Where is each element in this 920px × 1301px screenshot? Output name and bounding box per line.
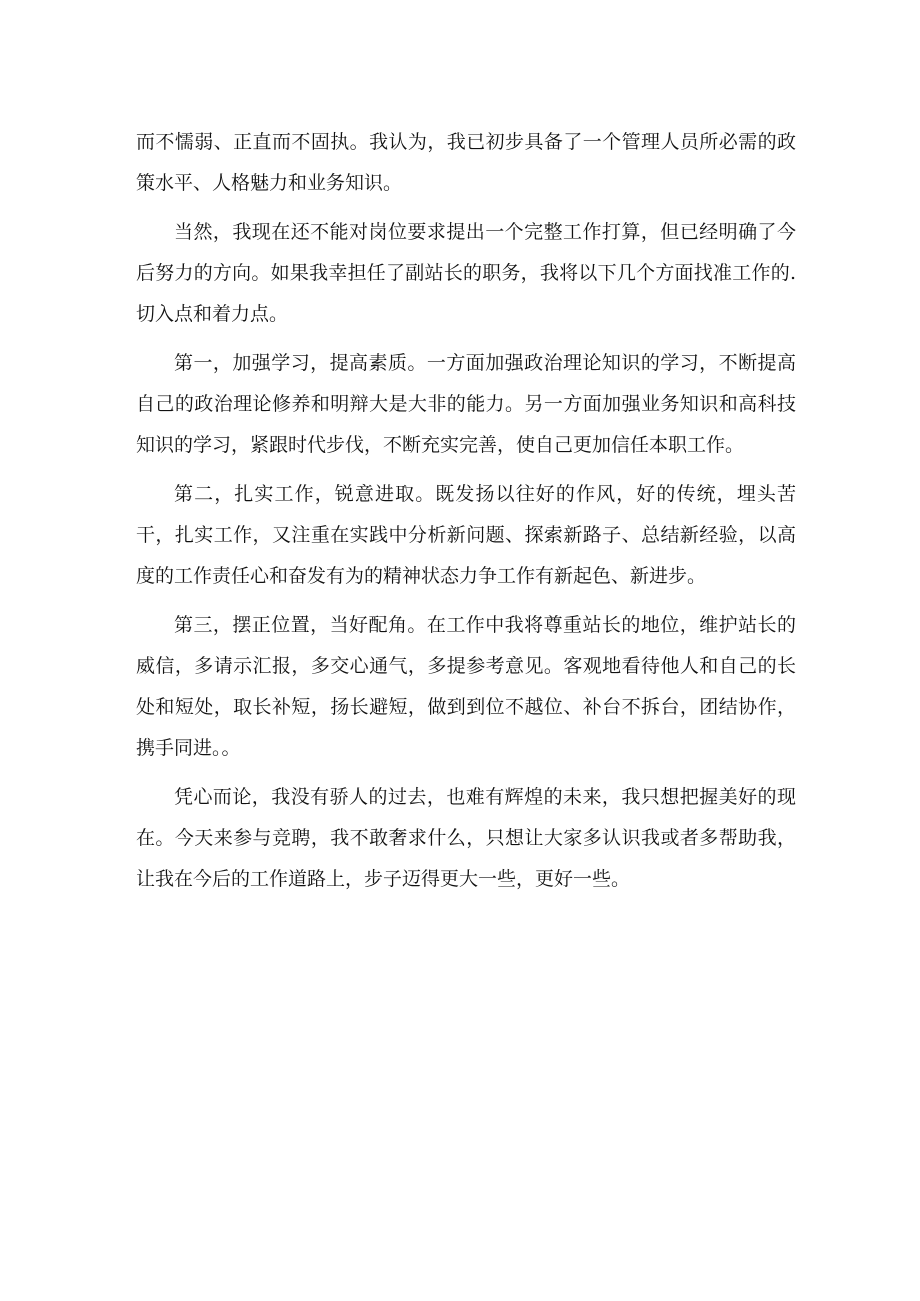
document-body: [136, 122, 796, 908]
paragraph-first-point: 第一，加强学习，提高素质。一方面加强政治理论知识的学习，不断提高自己的政治理论修养和明辩大是大非的能力。另一方面加强业务知识和高科技知识的学习，紧跟时代步伐，不断充实完善，使自己更加信任本职工作。: [136, 352, 796, 456]
paragraph-conclusion: 凭心而论，我没有骄人的过去，也难有辉煌的未来，我只想把握美好的现在。今天来参与竞聘，我不敢奢求什么，只想让大家多认识我或者多帮助我，让我在今后的工作道路上，步子迈得更大一些，更好一些。: [136, 786, 796, 890]
paragraph-third-point: 第三，摆正位置，当好配角。在工作中我将尊重站长的地位，维护站长的威信，多请示汇报，多交心通气，多提参考意见。客观地看待他人和自己的长处和短处，取长补短，扬长避短，做到到位不越位、补台不拆台，团结协作，携手同进。。: [136, 614, 796, 759]
paragraph-plan: 当然，我现在还不能对岗位要求提出一个完整工作打算，但已经明确了今后努力的方向。如果我幸担任了副站长的职务，我将以下几个方面找准工作的.切入点和着力点。: [136, 221, 796, 325]
paragraph-continued: 而不懦弱、正直而不固执。我认为，我已初步具备了一个管理人员所必需的政策水平、人格魅力和业务知识。: [136, 131, 796, 194]
paragraph-second-point: 第二，扎实工作，锐意进取。既发扬以往好的作风，好的传统，埋头苦干，扎实工作，又注重在实践中分析新问题、探索新路子、总结新经验，以高度的工作责任心和奋发有为的精神状态力争工作有新起色、新进步。: [136, 483, 796, 587]
